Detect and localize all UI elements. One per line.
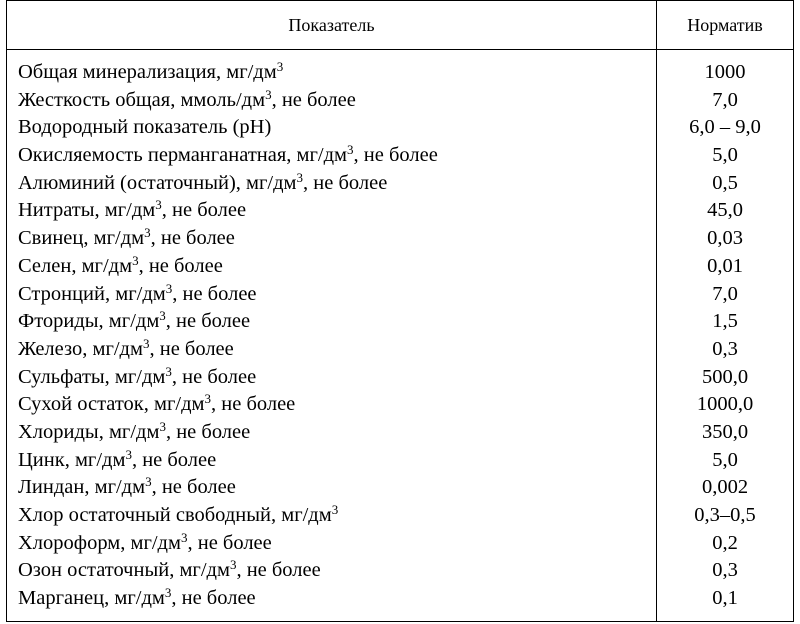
indicator-qualifier: , не более (271, 88, 356, 111)
indicator-name-cell (18, 142, 438, 170)
table-row (7, 253, 793, 281)
norm-value: 7,0 (712, 282, 738, 305)
norm-value: 6,0 – 9,0 (689, 116, 761, 139)
indicator-name: Марганец, мг/дм (18, 587, 165, 610)
norm-value: 0,002 (701, 476, 749, 499)
table-row (7, 585, 793, 613)
indicator-name-cell (18, 474, 236, 502)
indicator-qualifier: , не более (138, 254, 223, 277)
indicator-name: Хлороформ, мг/дм (18, 531, 181, 554)
norm-value: 0,01 (707, 254, 743, 277)
unit-exponent: 3 (165, 363, 172, 379)
unit-exponent: 3 (142, 335, 150, 351)
indicator-name: Свинец, мг/дм (18, 227, 145, 250)
indicator-name: Цинк, мг/дм (18, 448, 126, 471)
unit-exponent: 3 (165, 280, 173, 296)
header-indicator-label: Показатель (288, 14, 375, 35)
norm-value: 0,3 (712, 559, 738, 582)
norm-value: 7,0 (712, 88, 738, 111)
indicator-name: Алюминий (остаточный), мг/дм (18, 171, 297, 194)
header-indicator (7, 1, 656, 49)
indicator-qualifier: , не более (211, 393, 296, 416)
norms-table (6, 0, 794, 622)
unit-exponent: 3 (132, 252, 139, 268)
indicator-name-cell (18, 419, 250, 447)
indicator-qualifier: , не более (171, 365, 257, 388)
indicator-qualifier: , не более (131, 448, 217, 471)
indicator-name: Хлориды, мг/дм (18, 420, 160, 443)
indicator-name: Жесткость общая, ммоль/дм (18, 88, 266, 111)
unit-exponent: 3 (155, 197, 162, 213)
table-row (7, 114, 793, 142)
norm-value: 0,2 (712, 531, 738, 554)
indicator-qualifier: , не более (151, 476, 236, 499)
norm-value: 5,0 (712, 144, 738, 167)
unit-exponent: 3 (164, 585, 172, 601)
indicator-name: Стронций, мг/дм (18, 282, 166, 305)
indicator-name-cell (18, 114, 271, 142)
indicator-name-cell (18, 557, 321, 585)
unit-exponent: 3 (296, 169, 304, 185)
norm-value: 45,0 (707, 199, 743, 222)
indicator-qualifier: , не более (172, 282, 257, 305)
norm-value: 0,5 (712, 171, 738, 194)
indicator-qualifier: , не более (149, 337, 234, 360)
indicator-qualifier: , не более (187, 531, 272, 554)
table-row (7, 419, 793, 447)
indicator-qualifier: , не более (171, 587, 256, 610)
unit-exponent: 3 (229, 557, 237, 573)
table-row (7, 502, 793, 530)
norm-value: 5,0 (712, 448, 738, 471)
indicator-name: Сульфаты, мг/дм (18, 365, 166, 388)
indicator-name-cell (18, 308, 250, 336)
norm-value: 1,5 (712, 310, 738, 333)
indicator-name-cell (18, 391, 295, 419)
norm-value: 350,0 (701, 420, 749, 443)
header-norm (657, 1, 793, 49)
unit-exponent: 3 (347, 142, 354, 158)
indicator-name: Хлор остаточный свободный, мг/дм (18, 504, 332, 526)
indicator-name-cell (18, 253, 223, 281)
indicator-qualifier: , не более (236, 559, 321, 582)
table-row (7, 530, 793, 558)
norm-value: 500,0 (701, 365, 749, 388)
indicator-name: Селен, мг/дм (18, 254, 133, 277)
table-row (7, 364, 793, 392)
indicator-name-cell (18, 170, 387, 198)
indicator-name-cell (18, 447, 216, 475)
table-row (7, 308, 793, 336)
indicator-name-cell (18, 281, 257, 309)
indicator-name: Нитраты, мг/дм (18, 199, 156, 222)
table-body (7, 59, 793, 613)
header-norm-label: Норматив (687, 14, 763, 35)
indicator-qualifier: , не более (303, 171, 388, 194)
indicator-name-cell (18, 336, 234, 364)
norm-value: 1000 (704, 61, 746, 83)
indicator-name-cell (18, 59, 283, 87)
unit-exponent: 3 (145, 474, 152, 490)
table-row (7, 336, 793, 364)
unit-exponent: 3 (180, 529, 188, 545)
indicator-name: Железо, мг/дм (18, 337, 143, 360)
table-row (7, 225, 793, 253)
table-row (7, 447, 793, 475)
indicator-name: Линдан, мг/дм (18, 476, 146, 499)
table-row (7, 557, 793, 585)
indicator-qualifier: , не более (165, 420, 251, 443)
unit-exponent: 3 (159, 418, 166, 434)
norm-value: 1000,0 (696, 393, 754, 416)
table-row (7, 197, 793, 225)
indicator-name-cell (18, 530, 272, 558)
indicator-name: Водородный показатель (pH) (18, 116, 272, 139)
table-row (7, 170, 793, 198)
indicator-name: Фториды, мг/дм (18, 310, 160, 333)
indicator-name-cell (18, 197, 246, 225)
indicator-name-cell (18, 87, 356, 115)
unit-exponent: 3 (265, 86, 272, 102)
table-row (7, 391, 793, 419)
unit-exponent: 3 (331, 502, 339, 517)
indicator-name-cell (18, 364, 256, 392)
norm-value: 0,3 (712, 337, 738, 360)
indicator-name: Окисляемость перманганатная, мг/дм (18, 144, 348, 167)
indicator-name: Сухой остаток, мг/дм (18, 393, 205, 416)
indicator-name-cell (18, 225, 235, 253)
indicator-qualifier: , не более (353, 144, 438, 167)
indicator-name-cell (18, 502, 338, 530)
table-row (7, 87, 793, 115)
table-row (7, 474, 793, 502)
table-row (7, 142, 793, 170)
indicator-name: Общая минерализация, мг/дм (18, 61, 277, 83)
norm-value: 0,1 (712, 587, 738, 610)
indicator-qualifier: , не более (150, 227, 235, 250)
table-row (7, 281, 793, 309)
indicator-name-cell (18, 585, 256, 613)
indicator-qualifier: , не более (161, 199, 247, 222)
header-divider (7, 49, 793, 50)
unit-exponent: 3 (204, 391, 211, 407)
indicator-qualifier: , не более (165, 310, 251, 333)
norm-value: 0,3–0,5 (694, 504, 756, 526)
unit-exponent: 3 (276, 59, 284, 74)
table-row (7, 59, 793, 87)
norm-value: 0,03 (707, 227, 743, 250)
unit-exponent: 3 (144, 225, 151, 241)
unit-exponent: 3 (159, 308, 166, 324)
unit-exponent: 3 (125, 446, 132, 462)
indicator-name: Озон остаточный, мг/дм (18, 559, 230, 582)
